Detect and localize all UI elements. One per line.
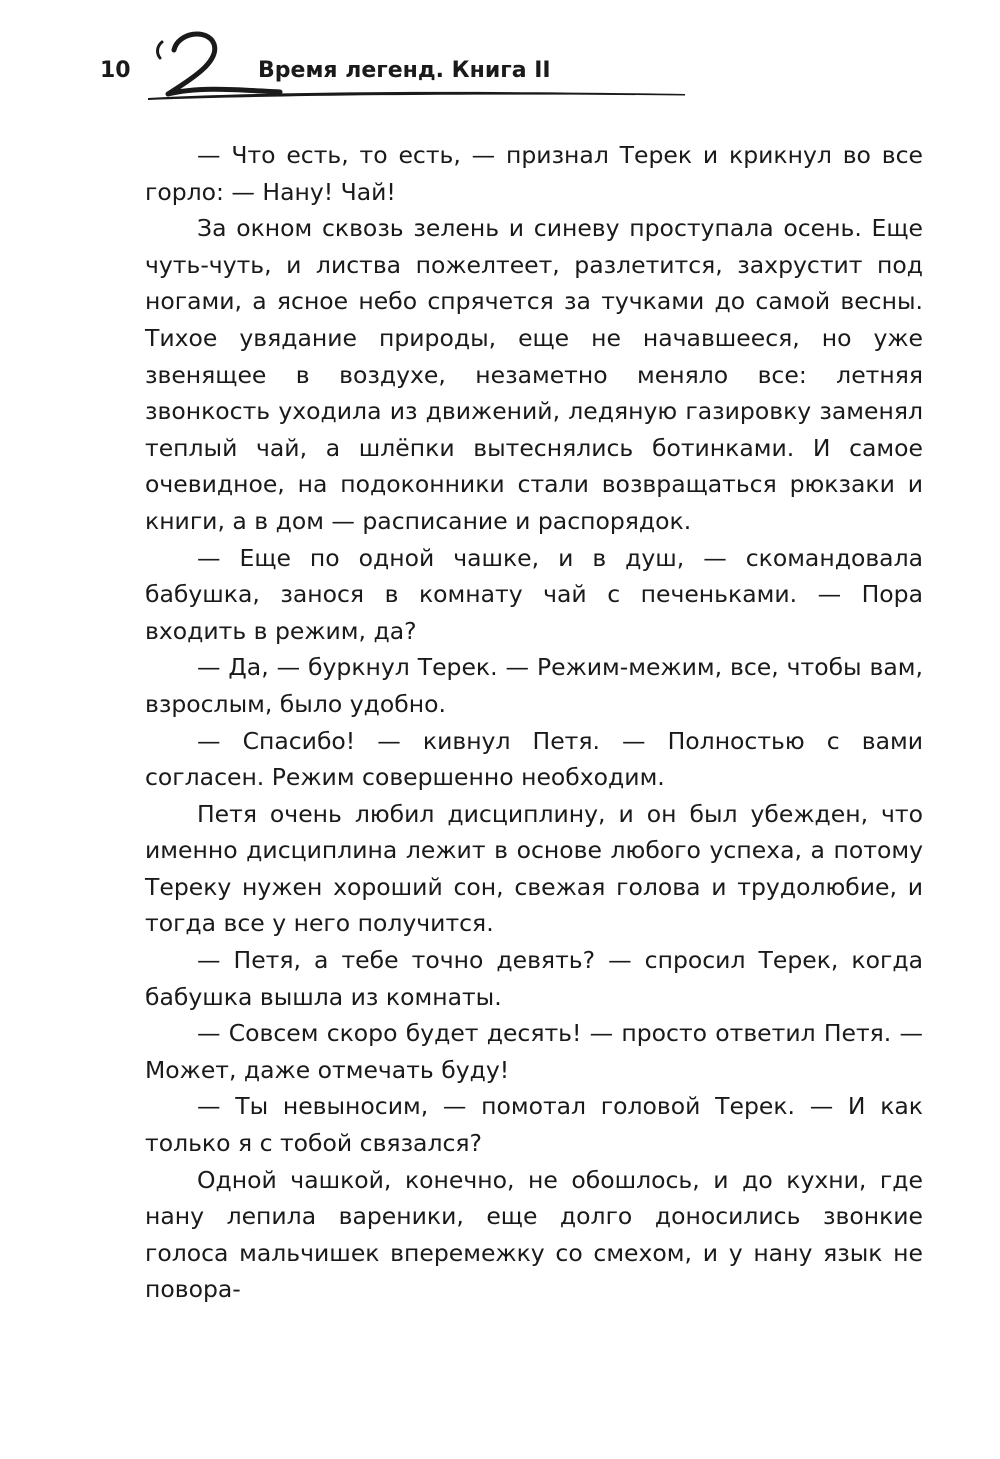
book-title: Время легенд. Книга II bbox=[258, 58, 551, 83]
paragraph: — Спасибо! — кивнул Петя. — Полностью с вами согласен. Режим совершенно необходим. bbox=[145, 726, 923, 792]
main-text bbox=[145, 137, 923, 1308]
paragraph: — Да, — буркнул Терек. — Режим-межим, все, чтобы вам, взрослым, было удобно. bbox=[145, 653, 923, 718]
paragraph: — Ты невыносим, — помотал головой Терек. — И как только я с тобой связался? bbox=[145, 1092, 923, 1158]
paragraph: Одной чашкой, конечно, не обошлось, и до кухни, где нану лепила вареники, еще долго доносились звонкие голоса мальчишек вперемежку со смехом, и у нану язык не повора- bbox=[145, 1165, 923, 1304]
paragraph: — Петя, а тебе точно девять? — спросил Терек, когда бабушка вышла из комнаты. bbox=[145, 946, 923, 1011]
running-head bbox=[0, 0, 1000, 120]
page-number: 10 bbox=[100, 58, 131, 83]
paragraph: — Совсем скоро будет десять! — просто ответил Петя. — Может, даже отмечать буду! bbox=[145, 1019, 923, 1084]
paragraph: Петя очень любил дисциплину, и он был убежден, что именно дисциплина лежит в основе любого успеха, а потому Тереку нужен хороший сон, свежая голова и трудолюбие, и тогда все у него получится. bbox=[145, 799, 923, 938]
paragraph: За окном сквозь зелень и синеву проступала осень. Еще чуть-чуть, и листва пожелтеет, разлетится, захрустит под ногами, а ясное небо спрячется за тучками до самой весны. Тихое увядание природы, еще не начавшееся, но уже звенящее в воздухе, незаметно меняло все: летняя звонкость уходила из движений, ледяную газировку заменял теплый чай, а шлёпки вытеснялись ботинками. И самое очевидное, на подоконники стали возвращаться рюкзаки и книги, а в дом — расписание и распорядок. bbox=[145, 214, 923, 535]
paragraph: — Что есть, то есть, — признал Терек и крикнул во все горло: — Нану! Чай! bbox=[145, 141, 923, 206]
paragraph: — Еще по одной чашке, и в душ, — скомандовала бабушка, занося в комнату чай с печеньками. — Пора входить в режим, да? bbox=[145, 543, 923, 645]
